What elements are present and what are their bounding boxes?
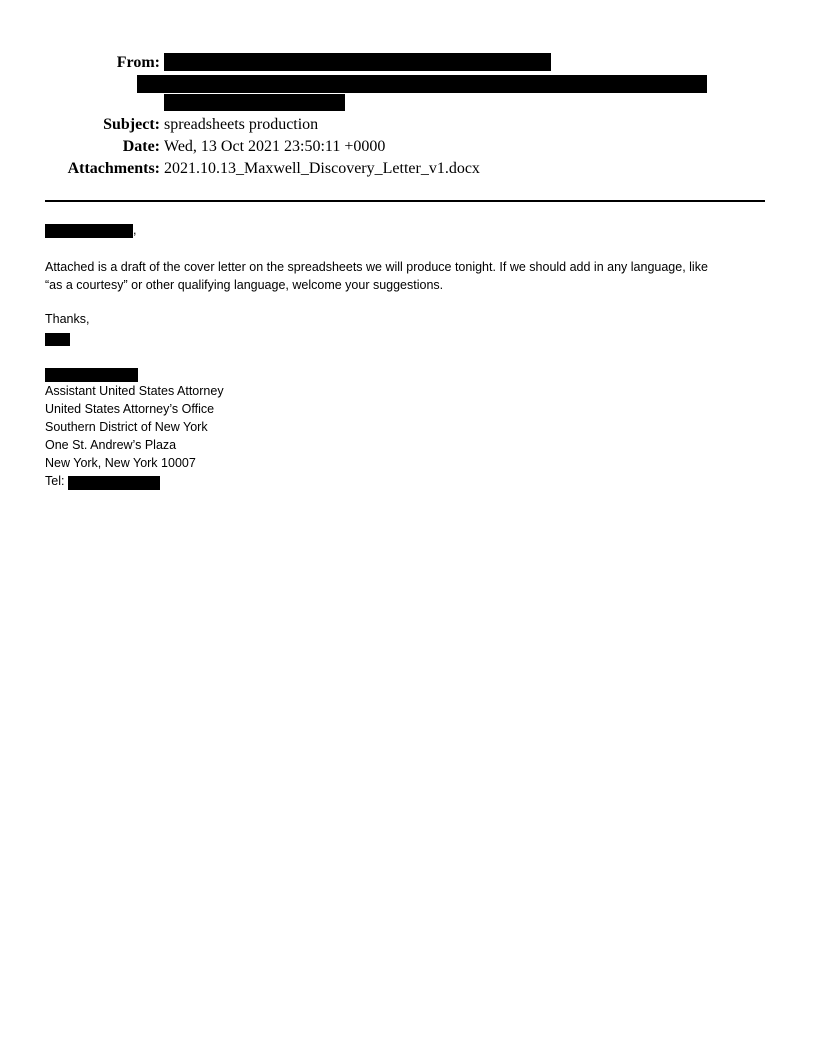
subject-value: spreadsheets production [164, 116, 319, 133]
greeting-comma: , [133, 223, 137, 237]
phone-redaction [68, 476, 160, 490]
date-value: Wed, 13 Oct 2021 23:50:11 +0000 [164, 138, 386, 155]
attachment-filename[interactable]: 2021.10.13_Maxwell_Discovery_Letter_v1.docx [164, 160, 480, 177]
signature-name-redaction [45, 368, 138, 382]
from-label: From: [116, 54, 160, 71]
from-redaction [164, 53, 551, 71]
date-label: Date: [122, 138, 160, 155]
from-redaction-2 [137, 75, 707, 93]
signature-office: United States Attorney’s Office [45, 402, 215, 416]
signature-district: Southern District of New York [45, 420, 208, 434]
header-divider [45, 200, 765, 202]
subject-label: Subject: [103, 116, 160, 133]
greeting-redaction [45, 224, 133, 238]
signature-tel-label: Tel: [45, 474, 65, 488]
sender-initials-redaction [45, 333, 70, 346]
closing: Thanks, [45, 312, 90, 326]
signature-title: Assistant United States Attorney [45, 384, 224, 398]
from-redaction-3 [164, 94, 345, 111]
attachments-label: Attachments: [67, 160, 160, 177]
body-paragraph-line-1: Attached is a draft of the cover letter on the spreadsheets we will produce tonight. If we should add in any language, like [45, 260, 708, 274]
signature-address-line-1: One St. Andrew’s Plaza [45, 438, 177, 452]
body-paragraph-line-2: “as a courtesy” or other qualifying language, welcome your suggestions. [45, 278, 444, 292]
signature-address-line-2: New York, New York 10007 [45, 456, 196, 470]
body-paragraph [45, 258, 775, 294]
